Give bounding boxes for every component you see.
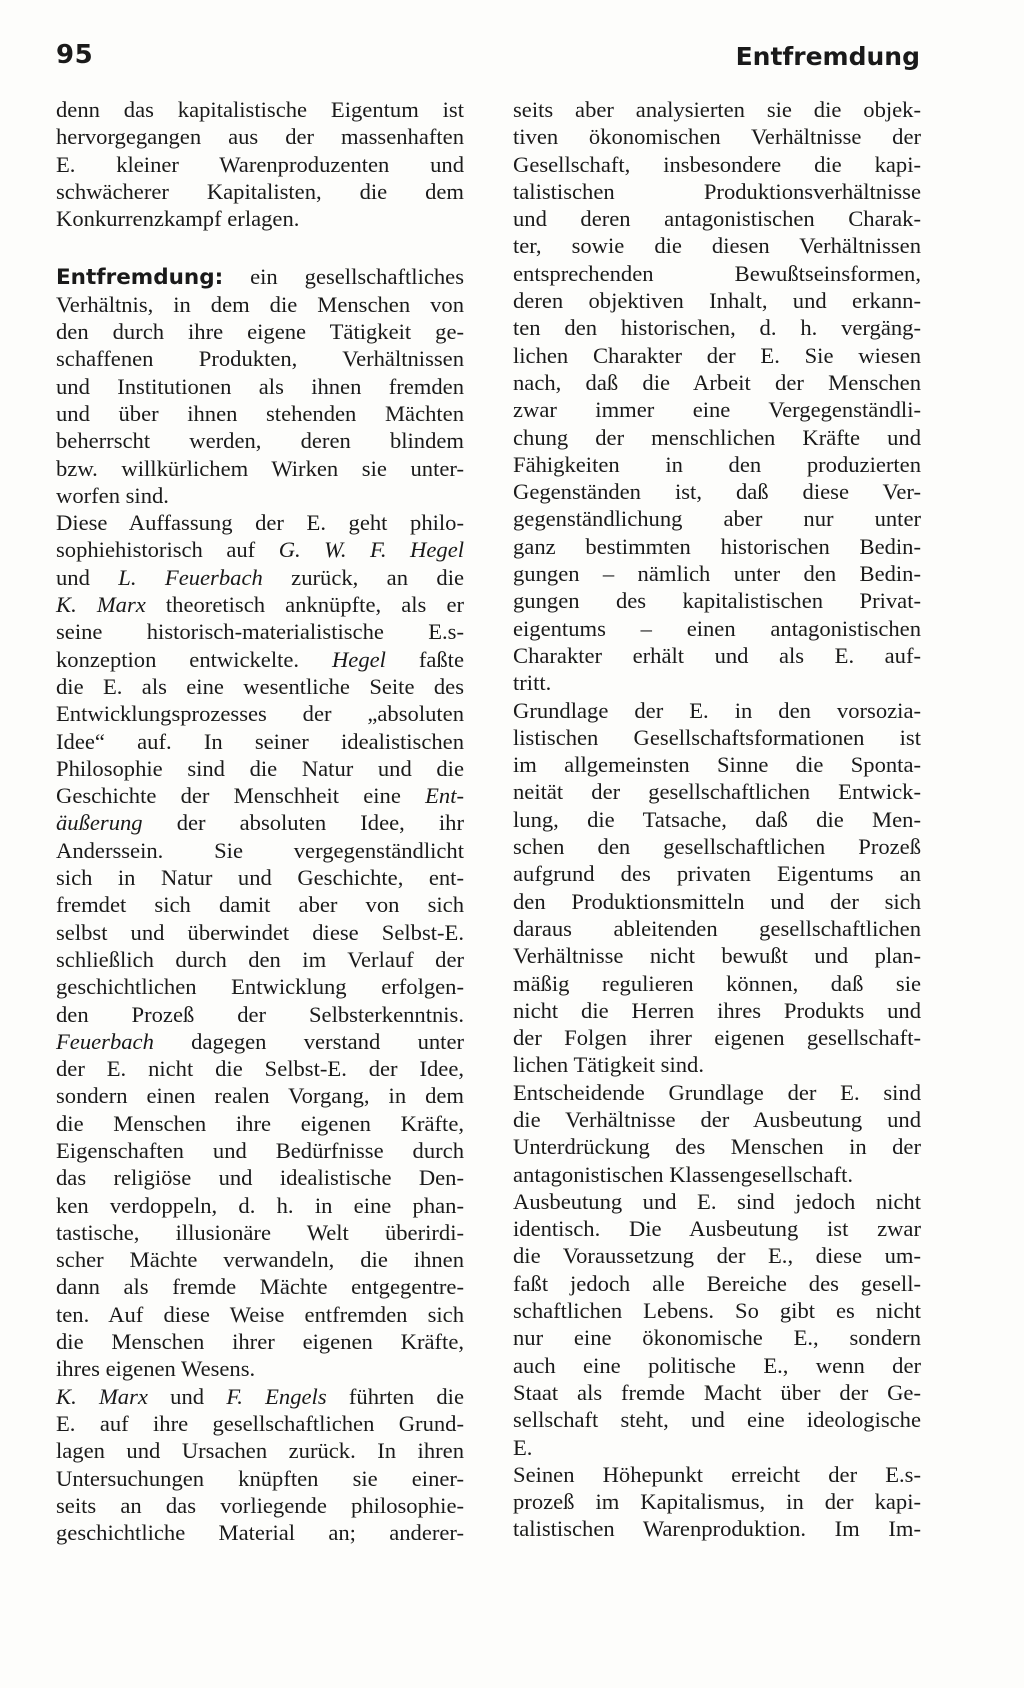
text-run: Philosophie sind die Natur und die	[56, 755, 464, 781]
text-run: die E. als eine wesentliche Seite des	[56, 673, 464, 699]
italic-name: F. Engels	[226, 1383, 327, 1409]
text-run: sich in Natur und Geschichte, ent-	[56, 865, 464, 891]
text-line	[56, 591, 464, 618]
text-run: prozeß im Kapitalismus, in der kapi-	[513, 1489, 921, 1515]
text-run: zurück, an die	[262, 564, 465, 590]
text-line	[513, 1352, 921, 1379]
text-line	[513, 1051, 921, 1078]
text-line	[56, 564, 464, 591]
text-run: E. kleiner Warenproduzenten und	[56, 151, 464, 177]
text-line	[56, 345, 464, 372]
text-run: seits an das vorliegende philosophie-	[56, 1492, 464, 1518]
running-head: Entfremdung	[735, 42, 920, 71]
text-line	[56, 1301, 464, 1328]
text-line	[56, 646, 464, 673]
text-line	[56, 1192, 464, 1219]
text-line	[56, 536, 464, 563]
text-line	[56, 1492, 464, 1519]
text-line	[513, 669, 921, 696]
text-line	[513, 342, 921, 369]
text-line	[56, 891, 464, 918]
text-run: mäßig regulieren können, daß sie	[513, 970, 921, 996]
text-run: Untersuchungen knüpften sie einer-	[56, 1465, 464, 1491]
text-line	[56, 1383, 464, 1410]
text-line	[56, 1164, 464, 1191]
text-run: Ausbeutung und E. sind jedoch nicht	[513, 1188, 921, 1214]
text-run: Geschichte der Menschheit eine	[56, 783, 426, 809]
text-run: listischen Gesellschaftsformationen ist	[513, 724, 921, 750]
text-run: den Produktionsmitteln und der sich	[513, 888, 921, 914]
text-run: ter, sowie die diesen Verhältnissen	[513, 233, 921, 259]
text-run: Idee“ auf. In seiner idealistischen	[56, 728, 464, 754]
text-run: Entscheidende Grundlage der E. sind	[513, 1079, 921, 1105]
text-line	[513, 205, 921, 232]
text-run: identisch. Die Ausbeutung ist zwar	[513, 1216, 921, 1242]
text-line	[513, 806, 921, 833]
text-line	[513, 860, 921, 887]
italic-name: äußerung	[56, 810, 143, 836]
text-line	[513, 1188, 921, 1215]
text-run: ten. Auf diese Weise entfremden sich	[56, 1301, 464, 1327]
text-run: den Prozeß der Selbsterkenntnis.	[56, 1001, 464, 1027]
text-line	[56, 427, 464, 454]
text-run: und über ihnen stehenden Mächten	[56, 400, 464, 426]
text-run: Charakter erhält und als E. auf-	[513, 642, 921, 668]
text-run: talistischen Produktionsverhältnisse	[513, 178, 921, 204]
text-run: Verhältnisse nicht bewußt und plan-	[513, 943, 921, 969]
text-run: die Menschen ihre eigenen Kräfte,	[56, 1110, 464, 1136]
text-line	[56, 1519, 464, 1546]
text-run: gungen des kapitalistischen Privat-	[513, 588, 921, 614]
text-line	[56, 618, 464, 645]
italic-name: K. Marx	[56, 1383, 148, 1409]
text-line	[513, 1488, 921, 1515]
text-run: die Verhältnisse der Ausbeutung und	[513, 1106, 921, 1132]
text-run: konzeption entwickelte.	[56, 646, 332, 672]
text-line	[513, 1242, 921, 1269]
text-line	[56, 1273, 464, 1300]
text-run: und Institutionen als ihnen fremden	[56, 373, 464, 399]
text-line	[56, 509, 464, 536]
text-line	[513, 1406, 921, 1433]
text-line	[56, 700, 464, 727]
text-line	[513, 178, 921, 205]
text-run: und deren antagonistischen Charak-	[513, 206, 921, 232]
text-line	[513, 1324, 921, 1351]
text-line	[513, 1133, 921, 1160]
text-run: Staat als fremde Macht über der Ge-	[513, 1379, 921, 1405]
text-line	[56, 263, 464, 290]
text-run: dagegen verstand unter	[153, 1028, 464, 1054]
text-line	[56, 1219, 464, 1246]
text-line	[56, 1246, 464, 1273]
text-run: Gesellschaft, insbesondere die kapi-	[513, 151, 921, 177]
text-line	[56, 178, 464, 205]
text-line	[513, 997, 921, 1024]
text-line	[513, 1079, 921, 1106]
text-line	[513, 833, 921, 860]
text-line	[56, 400, 464, 427]
text-line	[513, 697, 921, 724]
text-line	[513, 1270, 921, 1297]
text-run: nicht die Herren ihres Produkts und	[513, 997, 921, 1023]
text-line	[56, 673, 464, 700]
paragraph-gap	[56, 232, 464, 263]
text-line	[513, 314, 921, 341]
text-run: tiven ökonomischen Verhältnisse der	[513, 124, 921, 150]
text-run: im allgemeinsten Sinne die Sponta-	[513, 752, 921, 778]
text-line	[56, 919, 464, 946]
text-line	[513, 478, 921, 505]
text-run: bzw. willkürlichem Wirken sie unter-	[56, 455, 464, 481]
text-run: Seinen Höhepunkt erreicht der E.s-	[513, 1461, 921, 1487]
text-run: selbst und überwindet diese Selbst-E.	[56, 919, 464, 945]
text-run: auch eine politische E., wenn der	[513, 1352, 921, 1378]
text-line	[56, 973, 464, 1000]
text-line	[56, 318, 464, 345]
text-run: seits aber analysierten sie die objek-	[513, 97, 921, 122]
entry-headword: Entfremdung:	[56, 265, 224, 291]
text-run: der E. nicht die Selbst-E. der Idee,	[56, 1056, 464, 1082]
text-run: tastische, illusionäre Welt überirdi-	[56, 1219, 464, 1245]
text-line	[513, 1515, 921, 1542]
text-run: E. auf ihre gesellschaftlichen Grund-	[56, 1410, 464, 1436]
text-line	[56, 1328, 464, 1355]
text-line	[56, 1465, 464, 1492]
text-line	[513, 1106, 921, 1133]
text-run: sondern einen realen Vorgang, in dem	[56, 1083, 464, 1109]
italic-name: L. Feuerbach	[118, 564, 263, 590]
text-line	[513, 396, 921, 423]
text-line	[513, 96, 921, 123]
text-run: ganz bestimmten historischen Bedin-	[513, 533, 921, 559]
text-run: fremdet sich damit aber von sich	[56, 892, 464, 918]
text-line	[513, 560, 921, 587]
text-run: E.	[513, 1434, 533, 1460]
text-run: und	[56, 564, 119, 590]
text-run: lichen Tätigkeit sind.	[513, 1052, 704, 1078]
right-column	[513, 96, 921, 1543]
text-line	[513, 587, 921, 614]
text-run: führten die	[326, 1383, 464, 1409]
text-line	[56, 1082, 464, 1109]
italic-name: Hegel	[331, 646, 386, 672]
text-run: scher Mächte verwandeln, die ihnen	[56, 1247, 464, 1273]
text-run: nach, daß die Arbeit der Menschen	[513, 369, 921, 395]
text-run: geschichtliche Material an; anderer-	[56, 1520, 464, 1546]
text-run: lagen und Ursachen zurück. In ihren	[56, 1438, 464, 1464]
text-line	[56, 946, 464, 973]
text-run: entsprechenden Bewußtseinsformen,	[513, 260, 921, 286]
text-line	[56, 1437, 464, 1464]
text-line	[513, 1434, 921, 1461]
text-line	[56, 782, 464, 809]
text-run: schaftlichen Lebens. So gibt es nicht	[513, 1298, 921, 1324]
text-line	[513, 369, 921, 396]
text-line	[513, 260, 921, 287]
text-run: schaffenen Produkten, Verhältnissen	[56, 346, 464, 372]
italic-name: G. W. F. Hegel	[278, 537, 464, 563]
text-run: theoretisch anknüpfte, als er	[145, 592, 465, 618]
text-line	[56, 1355, 464, 1382]
text-run: beherrscht werden, deren blindem	[56, 428, 464, 454]
text-line	[513, 505, 921, 532]
text-line	[513, 424, 921, 451]
text-run: talistischen Warenproduktion. Im Im-	[513, 1516, 921, 1542]
text-run: tritt.	[513, 670, 552, 696]
text-line	[56, 96, 464, 123]
text-run: ken verdoppeln, d. h. in eine phan-	[56, 1192, 464, 1218]
text-run: und	[147, 1383, 227, 1409]
text-run: faßte	[385, 646, 464, 672]
text-line	[513, 615, 921, 642]
text-line	[513, 1161, 921, 1188]
text-run: der absoluten Idee, ihr	[142, 810, 464, 836]
text-run: deren objektiven Inhalt, und erkann-	[513, 288, 921, 314]
text-run: aufgrund des privaten Eigentums an	[513, 861, 921, 887]
text-run: Verhältnis, in dem die Menschen von	[56, 291, 464, 317]
text-line	[56, 482, 464, 509]
text-line	[56, 455, 464, 482]
text-line	[513, 778, 921, 805]
text-run: neität der gesellschaftlichen Entwick-	[513, 779, 921, 805]
text-run: denn das kapitalistische Eigentum ist	[56, 97, 464, 122]
text-line	[513, 724, 921, 751]
text-line	[513, 642, 921, 669]
text-line	[56, 1001, 464, 1028]
text-run: geschichtlichen Entwicklung erfolgen-	[56, 974, 464, 1000]
text-line	[513, 1215, 921, 1242]
text-run: schließlich durch den im Verlauf der	[56, 946, 464, 972]
text-line	[513, 942, 921, 969]
text-line	[56, 728, 464, 755]
text-line	[513, 1297, 921, 1324]
text-line	[56, 123, 464, 150]
text-line	[56, 205, 464, 232]
text-run: der Folgen ihrer eigenen gesellschaft-	[513, 1025, 921, 1051]
text-run: die Menschen ihrer eigenen Kräfte,	[56, 1329, 464, 1355]
text-line	[56, 373, 464, 400]
text-line	[513, 451, 921, 478]
text-line	[56, 864, 464, 891]
text-line	[513, 888, 921, 915]
text-run: daraus ableitenden gesellschaftlichen	[513, 915, 921, 941]
text-run: Unterdrückung des Menschen in der	[513, 1134, 921, 1160]
text-run: den durch ihre eigene Tätigkeit ge-	[56, 319, 464, 345]
text-line	[513, 1024, 921, 1051]
text-run: zwar immer eine Vergegenständli-	[513, 397, 921, 423]
text-run: worfen sind.	[56, 482, 169, 508]
text-run: hervorgegangen aus der massenhaften	[56, 124, 464, 150]
text-line	[513, 123, 921, 150]
text-line	[513, 287, 921, 314]
text-run: Fähigkeiten in den produzierten	[513, 451, 921, 477]
text-run: Eigenschaften und Bedürfnisse durch	[56, 1137, 464, 1163]
text-line	[513, 151, 921, 178]
text-line	[513, 1461, 921, 1488]
text-run: ihres eigenen Wesens.	[56, 1356, 256, 1382]
text-line	[56, 837, 464, 864]
text-run: gungen – nämlich unter den Bedin-	[513, 561, 921, 587]
italic-name: Feuerbach	[56, 1028, 154, 1054]
italic-name: Ent-	[425, 783, 464, 809]
text-run: seine historisch-materialistische E.s-	[56, 619, 464, 645]
text-line	[513, 970, 921, 997]
page-number: 95	[56, 40, 94, 70]
text-line	[56, 1137, 464, 1164]
text-run: Grundlage der E. in den vorsozia-	[513, 697, 921, 723]
text-line	[56, 291, 464, 318]
text-run: ein gesellschaftliches	[223, 264, 464, 290]
text-run: gegenständlichung aber nur unter	[513, 506, 921, 532]
left-column	[56, 96, 464, 1546]
text-line	[513, 751, 921, 778]
italic-name: K. Marx	[56, 592, 146, 618]
text-line	[56, 809, 464, 836]
text-run: schen den gesellschaftlichen Prozeß	[513, 834, 921, 860]
text-line	[513, 533, 921, 560]
text-line	[56, 1110, 464, 1137]
text-run: die Voraussetzung der E., diese um-	[513, 1243, 921, 1269]
text-run: Konkurrenzkampf erlagen.	[56, 206, 300, 232]
text-run: Anderssein. Sie vergegenständlicht	[56, 837, 464, 863]
text-run: eigentums – einen antagonistischen	[513, 615, 921, 641]
text-line	[56, 1410, 464, 1437]
text-run: antagonistischen Klassengesellschaft.	[513, 1161, 854, 1187]
text-line	[513, 232, 921, 259]
text-run: faßt jedoch alle Bereiche des gesell-	[513, 1270, 921, 1296]
text-run: nur eine ökonomische E., sondern	[513, 1325, 921, 1351]
text-line	[56, 1055, 464, 1082]
text-run: Entwicklungsprozesses der „absoluten	[56, 701, 464, 727]
text-line	[56, 151, 464, 178]
text-run: schwächerer Kapitalisten, die dem	[56, 178, 464, 204]
text-run: lichen Charakter der E. Sie wiesen	[513, 342, 921, 368]
text-run: lung, die Tatsache, daß die Men-	[513, 806, 921, 832]
text-run: Diese Auffassung der E. geht philo-	[56, 510, 464, 536]
text-run: sophiehistorisch auf	[56, 537, 279, 563]
text-line	[56, 1028, 464, 1055]
text-line	[513, 915, 921, 942]
text-run: chung der menschlichen Kräfte und	[513, 424, 921, 450]
text-line	[56, 755, 464, 782]
text-run: das religiöse und idealistische Den-	[56, 1165, 464, 1191]
text-run: dann als fremde Mächte entgegentre-	[56, 1274, 464, 1300]
text-run: Gegenständen ist, daß diese Ver-	[513, 479, 921, 505]
text-run: ten den historischen, d. h. vergäng-	[513, 315, 921, 341]
text-run: sellschaft steht, und eine ideologische	[513, 1407, 921, 1433]
text-line	[513, 1379, 921, 1406]
